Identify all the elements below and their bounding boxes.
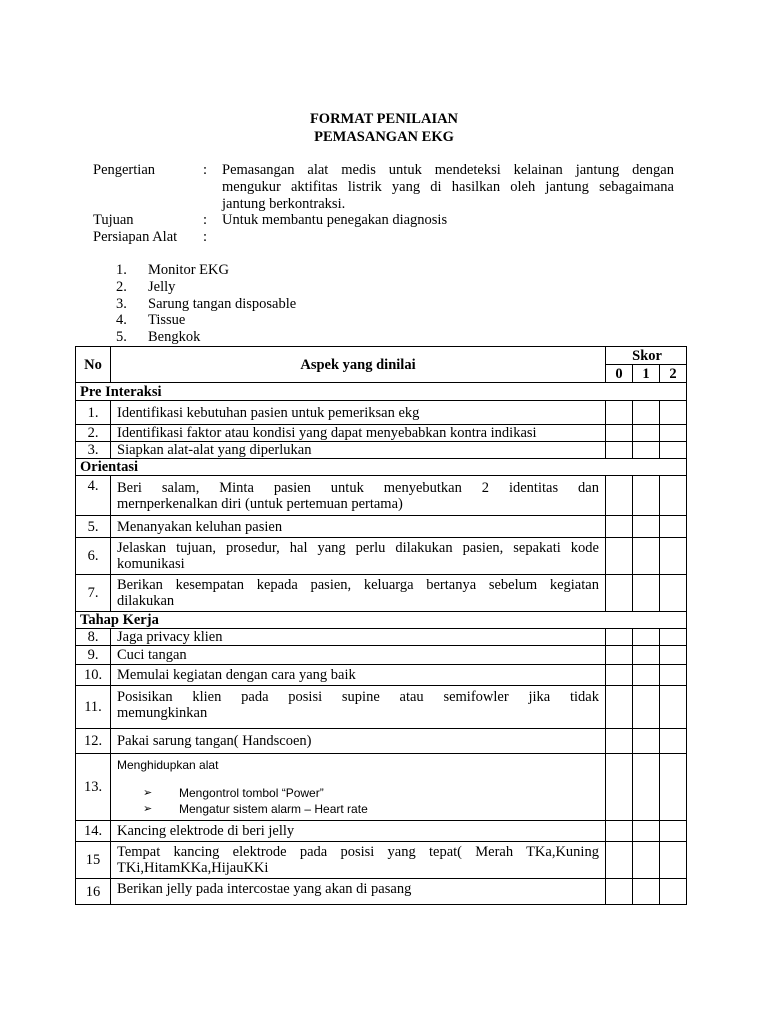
score-cell-0[interactable] <box>605 401 632 425</box>
persiapan-colon: : <box>203 229 208 245</box>
score-cell-2[interactable] <box>659 686 686 729</box>
row-no: 8. <box>76 629 111 646</box>
header-no: No <box>76 347 111 383</box>
header-skor-2: 2 <box>659 365 686 383</box>
score-cell-2[interactable] <box>659 516 686 538</box>
section-tahap-kerja: Tahap Kerja <box>76 612 687 629</box>
score-cell-2[interactable] <box>659 729 686 754</box>
score-cell-1[interactable] <box>632 476 659 516</box>
score-cell-0[interactable] <box>605 646 632 665</box>
table-row <box>76 575 687 612</box>
header-skor-1: 1 <box>632 365 659 383</box>
document-title: FORMAT PENILAIAN <box>309 111 459 127</box>
score-cell-0[interactable] <box>605 686 632 729</box>
score-cell-0[interactable] <box>605 754 632 821</box>
pengertian-line2: mengukur aktifitas listrik yang di hasilkan oleh jantung sebagaimana <box>222 179 674 195</box>
row-text: Berikan jelly pada intercostae yang akan di pasang <box>111 879 606 905</box>
score-cell-2[interactable] <box>659 842 686 879</box>
row-text: Menanyakan keluhan pasien <box>111 516 606 538</box>
row-no: 16 <box>76 879 111 905</box>
row-text: Cuci tangan <box>111 646 606 665</box>
table-row <box>76 538 687 575</box>
row-no: 12. <box>76 729 111 754</box>
score-cell-0[interactable] <box>605 842 632 879</box>
score-cell-1[interactable] <box>632 516 659 538</box>
assessment-table <box>75 346 687 905</box>
pengertian-line1: Pemasangan alat medis untuk mendeteksi kelainan jantung dengan <box>222 162 674 178</box>
row-text-cell <box>111 842 606 879</box>
score-cell-2[interactable] <box>659 879 686 905</box>
score-cell-2[interactable] <box>659 476 686 516</box>
row-text-line1: Posisikan klien pada posisi supine atau semifowler jika tidak <box>117 689 599 705</box>
score-cell-0[interactable] <box>605 425 632 442</box>
persiapan-section <box>93 229 674 247</box>
pengertian-section <box>93 162 674 214</box>
score-cell-1[interactable] <box>632 575 659 612</box>
table-row <box>76 879 687 905</box>
score-cell-2[interactable] <box>659 425 686 442</box>
header-skor-0: 0 <box>605 365 632 383</box>
score-cell-1[interactable] <box>632 686 659 729</box>
list-text: Monitor EKG <box>148 262 229 278</box>
section-pre-interaksi: Pre Interaksi <box>76 383 687 401</box>
row-text-line1: Jelaskan tujuan, prosedur, hal yang perlu dilakukan pasien, sepakati kode <box>117 540 599 556</box>
row-title: Menghidupkan alat <box>117 758 219 772</box>
score-cell-2[interactable] <box>659 575 686 612</box>
score-cell-0[interactable] <box>605 879 632 905</box>
score-cell-0[interactable] <box>605 476 632 516</box>
arrow-bullet-icon: ➢ <box>143 803 153 815</box>
row-no: 13. <box>76 754 111 821</box>
row-text: Identifikasi faktor atau kondisi yang dapat menyebabkan kontra indikasi <box>111 425 606 442</box>
score-cell-1[interactable] <box>632 729 659 754</box>
row-text-line2: mernperkenalkan diri (untuk pertemuan pertama) <box>117 495 403 512</box>
row-text-line2: TKi,HitamKKa,HijauKKi <box>117 860 269 876</box>
section-row <box>76 612 687 629</box>
score-cell-0[interactable] <box>605 665 632 686</box>
row-no: 6. <box>76 538 111 575</box>
list-text: Jelly <box>148 278 176 295</box>
score-cell-2[interactable] <box>659 754 686 821</box>
score-cell-0[interactable] <box>605 629 632 646</box>
score-cell-0[interactable] <box>605 821 632 842</box>
score-cell-1[interactable] <box>632 401 659 425</box>
list-number: 4. <box>116 312 127 329</box>
score-cell-1[interactable] <box>632 821 659 842</box>
tujuan-label: Tujuan <box>93 212 134 228</box>
document-subtitle: PEMASANGAN EKG <box>314 129 454 145</box>
score-cell-0[interactable] <box>605 575 632 612</box>
list-number: 5. <box>116 329 127 346</box>
pengertian-label: Pengertian <box>93 162 156 178</box>
sub-item <box>117 801 599 817</box>
header-aspek: Aspek yang dinilai <box>111 347 606 383</box>
table-row <box>76 821 687 842</box>
score-cell-1[interactable] <box>632 425 659 442</box>
table-row <box>76 686 687 729</box>
score-cell-0[interactable] <box>605 516 632 538</box>
list-text: Sarung tangan disposable <box>148 295 297 312</box>
list-number: 1. <box>116 262 127 278</box>
row-text: Jaga privacy klien <box>111 629 606 646</box>
row-text: Pakai sarung tangan( Handscoen) <box>111 729 606 754</box>
row-text-line1: Berikan kesempatan kepada pasien, keluarga bertanya sebelum kegiatan <box>117 577 599 593</box>
sub-item <box>117 785 599 801</box>
score-cell-2[interactable] <box>659 442 686 459</box>
row-text-cell <box>111 754 606 821</box>
table-row <box>76 646 687 665</box>
score-cell-0[interactable] <box>605 442 632 459</box>
row-text-line1: Beri salam, Minta pasien untuk menyebutkan 2 identitas dan <box>117 479 599 496</box>
row-no: 2. <box>76 425 111 442</box>
list-text: Bengkok <box>148 329 201 346</box>
list-number: 3. <box>116 295 127 312</box>
table-header-row <box>76 347 687 365</box>
row-text: Siapkan alat-alat yang diperlukan <box>111 442 606 459</box>
row-text-cell <box>111 686 606 729</box>
score-cell-1[interactable] <box>632 842 659 879</box>
row-no: 7. <box>76 575 111 612</box>
score-cell-0[interactable] <box>605 729 632 754</box>
header-skor: Skor <box>605 347 686 365</box>
table-row <box>76 442 687 459</box>
score-cell-0[interactable] <box>605 538 632 575</box>
row-no: 10. <box>76 665 111 686</box>
score-cell-1[interactable] <box>632 754 659 821</box>
tujuan-colon: : <box>203 212 208 228</box>
table-row <box>76 629 687 646</box>
row-no: 15 <box>76 842 111 879</box>
pengertian-line3: jantung berkontraksi. <box>222 196 346 212</box>
row-text-line2: dilakukan <box>117 593 175 609</box>
row-no: 1. <box>76 401 111 425</box>
sub-item-text: Mengontrol tombol “Power” <box>179 786 324 800</box>
table-row <box>76 401 687 425</box>
score-cell-1[interactable] <box>632 665 659 686</box>
table-row <box>76 754 687 821</box>
section-row <box>76 459 687 476</box>
score-cell-2[interactable] <box>659 646 686 665</box>
tujuan-section <box>93 212 674 230</box>
table-row <box>76 842 687 879</box>
row-text-cell <box>111 538 606 575</box>
score-cell-2[interactable] <box>659 821 686 842</box>
list-text: Tissue <box>148 312 186 329</box>
row-text: Kancing elektrode di beri jelly <box>111 821 606 842</box>
table-row <box>76 425 687 442</box>
row-text: Identifikasi kebutuhan pasien untuk pemeriksan ekg <box>111 401 606 425</box>
score-cell-2[interactable] <box>659 629 686 646</box>
table-row <box>76 665 687 686</box>
persiapan-label: Persiapan Alat <box>93 229 178 245</box>
score-cell-1[interactable] <box>632 646 659 665</box>
score-cell-1[interactable] <box>632 629 659 646</box>
row-no: 3. <box>76 442 111 459</box>
row-text-line1: Tempat kancing elektrode pada posisi yang tepat( Merah TKa,Kuning <box>117 844 599 860</box>
row-no: 11. <box>76 686 111 729</box>
pengertian-colon: : <box>203 162 208 178</box>
score-cell-1[interactable] <box>632 879 659 905</box>
row-text-cell <box>111 575 606 612</box>
row-no: 4. <box>76 476 111 516</box>
row-text: Memulai kegiatan dengan cara yang baik <box>111 665 606 686</box>
section-orientasi: Orientasi <box>76 459 687 476</box>
row-text-cell <box>111 476 606 516</box>
score-cell-1[interactable] <box>632 538 659 575</box>
row-no: 5. <box>76 516 111 538</box>
score-cell-2[interactable] <box>659 665 686 686</box>
row-text-line2: memungkinkan <box>117 705 208 721</box>
row-no: 14. <box>76 821 111 842</box>
sub-item-text: Mengatur sistem alarm – Heart rate <box>179 802 368 816</box>
tujuan-value: Untuk membantu penegakan diagnosis <box>222 212 448 228</box>
arrow-bullet-icon: ➢ <box>143 787 153 799</box>
row-no: 9. <box>76 646 111 665</box>
row-text-line2: komunikasi <box>117 556 185 572</box>
list-number: 2. <box>116 278 127 295</box>
section-row <box>76 383 687 401</box>
score-cell-1[interactable] <box>632 442 659 459</box>
table-row <box>76 729 687 754</box>
score-cell-2[interactable] <box>659 401 686 425</box>
score-cell-2[interactable] <box>659 538 686 575</box>
table-row <box>76 476 687 516</box>
table-row <box>76 516 687 538</box>
